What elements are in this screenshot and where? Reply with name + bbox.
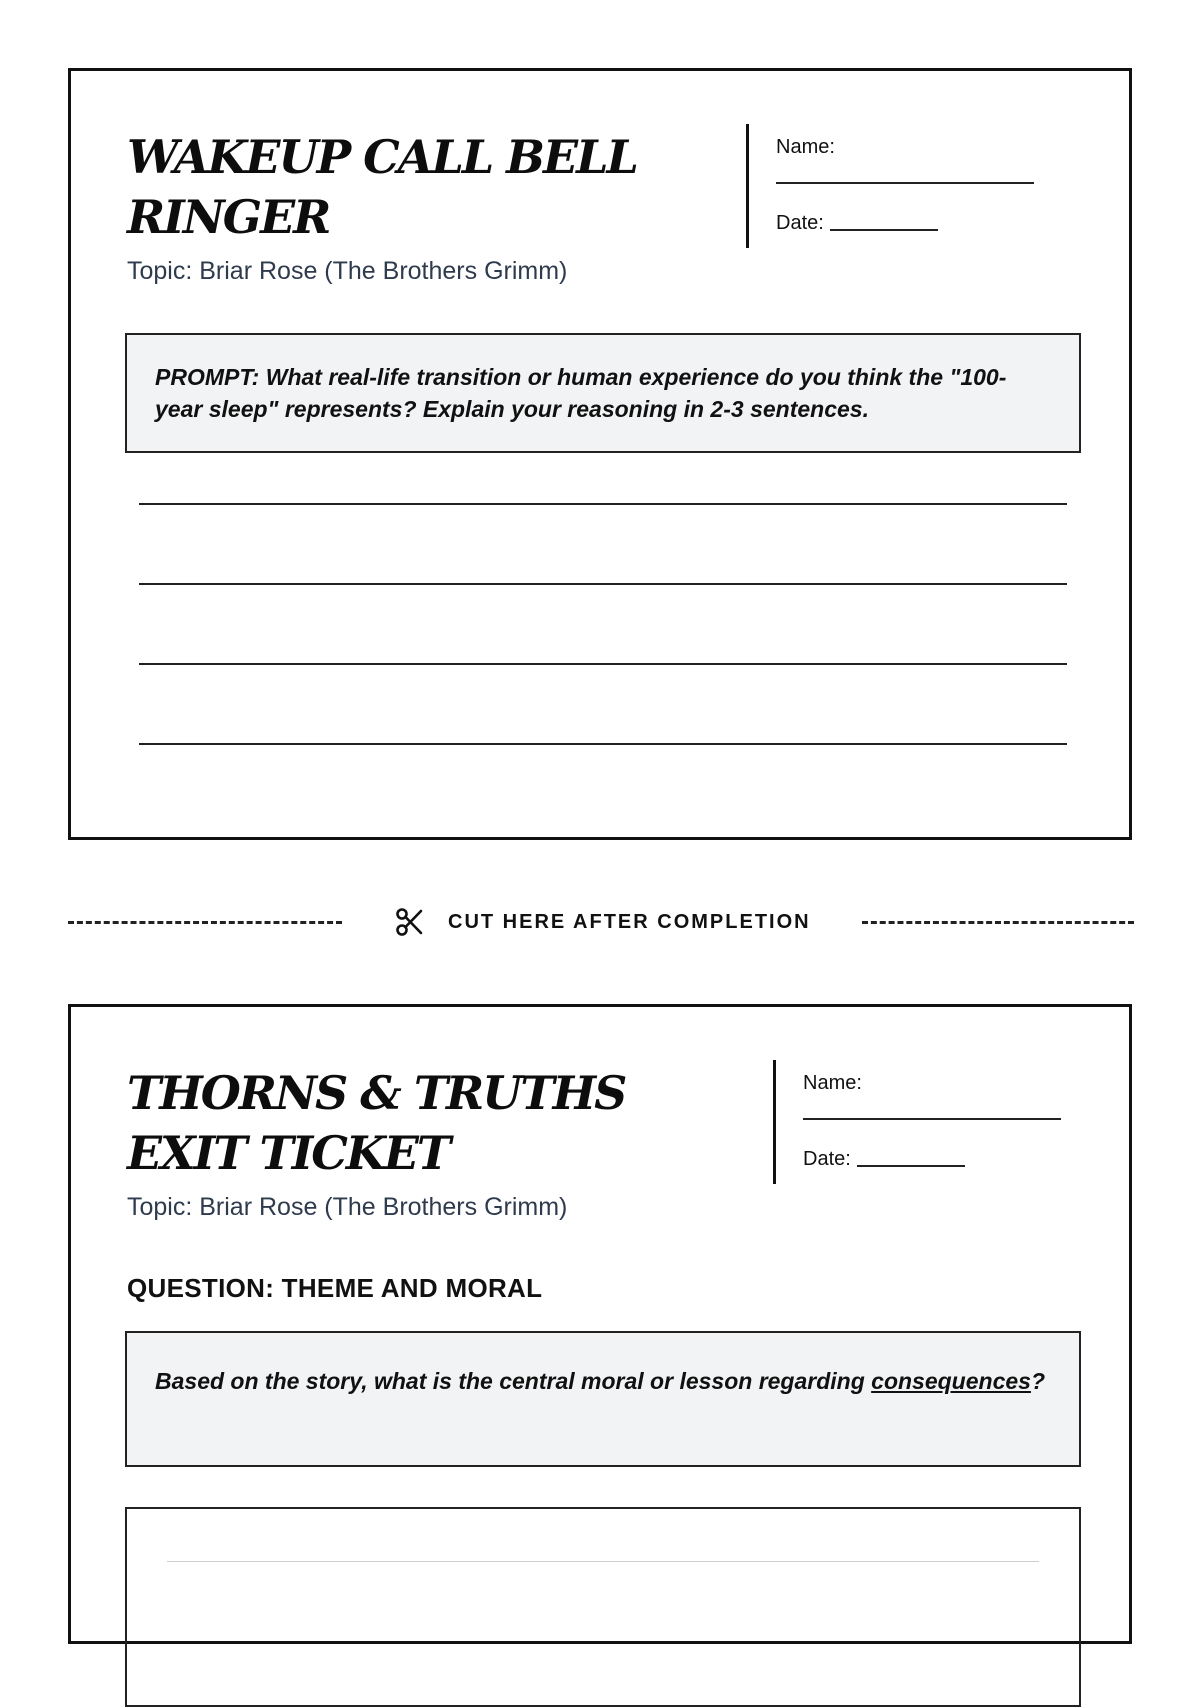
question-text: Based on the story, what is the central moral or lesson regarding bbox=[155, 1368, 872, 1394]
answer-box[interactable] bbox=[125, 1507, 1081, 1707]
answer-line bbox=[167, 1561, 1039, 1562]
exit-ticket-question bbox=[125, 1331, 1081, 1467]
name-field[interactable] bbox=[776, 182, 1034, 184]
question-emphasis: consequences bbox=[871, 1368, 1031, 1394]
date-field[interactable] bbox=[830, 229, 938, 231]
question-text-end: ? bbox=[1030, 1368, 1046, 1394]
date-field[interactable] bbox=[857, 1165, 965, 1167]
cut-line-label: CUT HERE AFTER COMPLETION bbox=[448, 911, 811, 933]
date-label: Date: bbox=[776, 212, 824, 234]
date-row bbox=[776, 212, 938, 235]
name-field[interactable] bbox=[803, 1118, 1061, 1120]
bell-ringer-card bbox=[68, 68, 1132, 840]
cut-line-right bbox=[862, 921, 1134, 924]
exit-ticket-topic: Topic: Briar Rose (The Brothers Grimm) bbox=[127, 1193, 568, 1221]
bell-ringer-prompt: PROMPT: What real-life transition or human experience do you think the "100-year sleep" represents? Explain your reasoning in 2-3 sentences. bbox=[125, 333, 1081, 453]
exit-ticket-name-date bbox=[773, 1060, 1093, 1184]
answer-line[interactable] bbox=[139, 663, 1067, 665]
name-label: Name: bbox=[776, 136, 835, 158]
date-row bbox=[803, 1148, 965, 1171]
question-heading: QUESTION: THEME AND MORAL bbox=[127, 1273, 543, 1303]
answer-line[interactable] bbox=[139, 503, 1067, 505]
exit-ticket-title: THORNS & TRUTHS EXIT TICKET bbox=[127, 1066, 626, 1180]
scissors-icon bbox=[394, 906, 426, 938]
cut-line-left bbox=[68, 921, 342, 924]
answer-line[interactable] bbox=[139, 743, 1067, 745]
answer-line[interactable] bbox=[139, 583, 1067, 585]
bell-ringer-name-date bbox=[746, 124, 1066, 248]
name-label: Name: bbox=[803, 1072, 862, 1094]
bell-ringer-topic: Topic: Briar Rose (The Brothers Grimm) bbox=[127, 257, 568, 285]
exit-ticket-card bbox=[68, 1004, 1132, 1644]
date-label: Date: bbox=[803, 1148, 851, 1170]
bell-ringer-title: WAKEUP CALL BELL RINGER bbox=[127, 130, 637, 244]
